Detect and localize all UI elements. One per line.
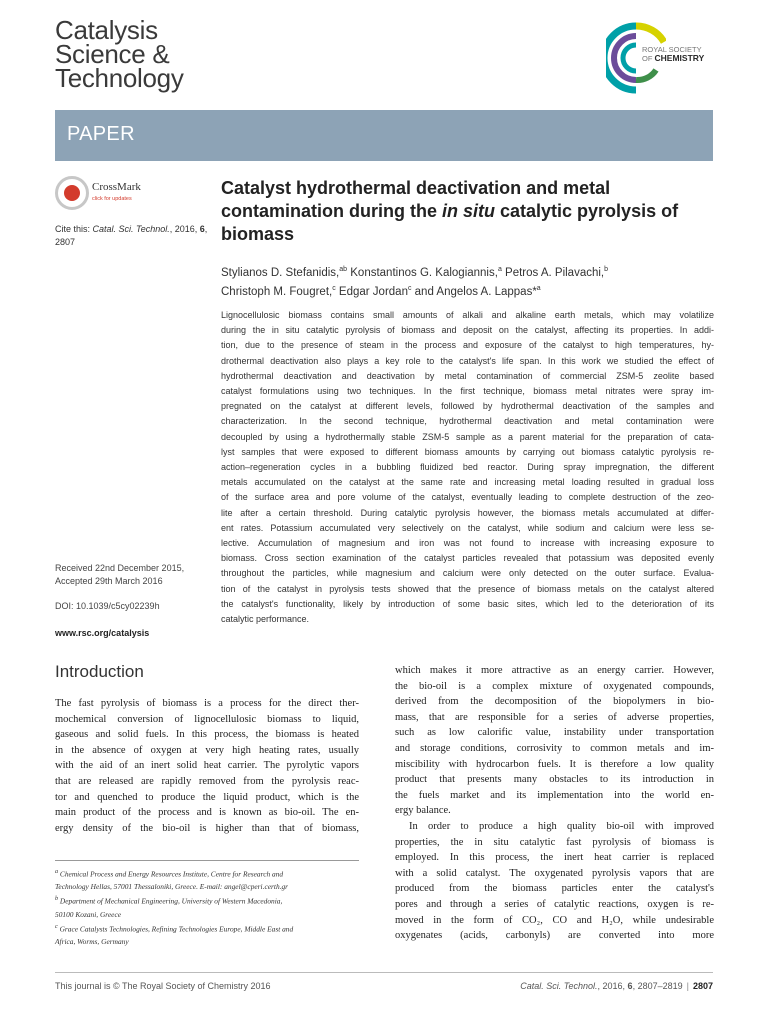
author[interactable]: Konstantinos G. Kalogiannis, [347,266,498,279]
abstract [221,308,714,627]
abstract-line: lective. Accumulation of magnesium and iron was not found to increase with increasing exposure to [221,538,714,549]
journal-title [55,15,184,93]
rsc-logo-text [642,45,704,63]
affiliation-mark: c [407,284,412,292]
title-text: Catalyst hydrothermal deactivation and metal contamination during the [221,178,611,221]
body-line: produced from the biomass particles enter the catalyst's [395,883,714,895]
abstract-line: throughout the particles, while magnesium and calcium were only detected on the outer surface. Evalua- [221,568,714,579]
footnote-divider [55,860,359,861]
abstract-line: hydrothermal deactivation and deactivation by metal contamination of commercial ZSM-5 zeolite based [221,370,714,381]
author[interactable]: and Angelos A. Lappas* [411,285,537,298]
affiliation-mark: a [536,284,541,292]
body-line: ergy density of the bio-oil is higher than that of biomass, [55,822,359,834]
title-italic: in situ [442,201,495,221]
article-title [221,177,716,246]
abstract-line: tion, due to the presence of steam in the process and exposure of the catalyst to high temperatures, hy- [221,340,714,351]
footnote-line [55,935,365,948]
rsc-line1: ROYAL SOCIETY [642,45,702,54]
crossmark-icon [55,176,89,210]
abstract-line: Lignocellulosic biomass contains small amounts of alkali and alkaline earth metals, which may volatilize [221,310,714,320]
abstract-line: lite after a certain threshold. During catalytic pyrolysis however, the biomass metals accumulated at differ- [221,507,714,518]
footer-divider [55,972,713,973]
accepted-date: Accepted 29th March 2016 [55,576,163,586]
abstract-line: action–regeneration cycles in a bubbling fluidized bed reactor. During spray impregnation, the different [221,462,714,473]
crossmark-badge[interactable] [55,176,175,214]
body-line: that are released are rapidly removed from the pyrolysis reac- [55,775,359,787]
citation-pages: , 2807 [55,224,208,247]
abstract-line: the catalyst's functionality, likely by introduction of some basic sites, which led to the deterioration of its [221,598,714,609]
body-line: ergy balance. [395,805,451,817]
section-heading-introduction: Introduction [55,662,144,681]
section-banner [55,110,713,161]
abstract-line: lyst samples that were exposed to different biomass amounts by carrying out biomass catalytic pyrolysis re- [221,446,714,457]
affiliations-footnotes [55,866,365,948]
abstract-line: during the in situ catalytic pyrolysis of biomass and deposit on the catalyst, affecting its properties. In addi- [221,325,714,336]
journal-title-line: Science & [55,39,170,69]
rsc-line2-prefix: OF [642,54,653,63]
footnote-text: Technology Hellas, 57001 Thessaloniki, Greece. E-mail: angel@cperi.certh.gr [55,882,289,892]
body-line: In order to produce a high quality bio-oil with improved [409,820,714,832]
author[interactable]: Edgar Jordan [335,285,408,298]
abstract-line: drothermal deactivation also plays a key role to the catalyst's life span. In this work we studied the effect of [221,355,714,366]
rsc-line2-bold: CHEMISTRY [654,53,705,63]
abstract-line: catalyst formulations using two techniques. In the first technique, biomass metal nitrates were spray im- [221,386,714,397]
footer-copyright: This journal is © The Royal Society of Chemistry 2016 [55,981,271,991]
footnote-mark: a [55,869,59,875]
citation-volume: 6 [199,224,205,234]
author[interactable]: Christoph M. Fougret, [221,285,333,298]
affiliation-mark: ab [339,266,348,273]
body-line: pores and through a series of catalytic reactions, oxygen is re- [395,898,714,910]
abstract-line: tion of the catalyst in pyrolysis tests showed that the presence of biomass metals on the catalyst altered [221,583,714,594]
body-line: with the aid of an inert solid heat carrier. The pyrolytic vapors [55,760,359,772]
footnote-line [55,880,365,893]
body-line: tor and quenched to produce the liquid product, which is the [55,791,359,803]
footnote-text: Chemical Process and Energy Resources Institute, Centre for Research and [58,869,284,879]
footnote-text: Department of Mechanical Engineering, University of Western Macedonia, [58,896,283,906]
footnote-line [55,866,365,880]
body-line: miscibility with hydrocarbon fuels. It is therefore a low quality [395,758,714,770]
footnote-line [55,893,365,907]
title-text: catalytic pyrolysis of biomass [221,201,679,244]
abstract-line: of the surface area and pore volume of the catalyst, eventually leading to complete destruction of the zeo- [221,492,714,503]
affiliation-mark: b [604,266,609,273]
body-line: oxygenates (acids, carbonyls) are converted into more [395,930,714,942]
body-line: main product of the process and is known as bio-oil. The en- [55,807,359,819]
footnote-text: 50100 Kozani, Greece [55,909,122,919]
page-number: 2807 [692,981,713,991]
author-list [221,262,716,300]
footer-journal: Catal. Sci. Technol. [520,981,598,991]
citation-journal: Catal. Sci. Technol. [92,224,170,234]
body-line: product that presents many obstacles to its introduction in [395,774,714,786]
footer-year: , 2016, [597,981,628,991]
citation [55,223,215,249]
body-line: which makes it more attractive as an energy carrier. However, [395,665,714,676]
crossmark-sublabel: click for updates [92,196,132,202]
abstract-line: catalytic performance. [221,614,310,625]
affiliation-mark: c [332,284,336,292]
footnote-line [55,908,365,921]
footnote-text: Grace Catalysts Technologies, Refining Technologies Europe, Middle East and [57,924,294,934]
affiliation-mark: a [497,266,502,273]
body-column-left [55,696,359,836]
received-date: Received 22nd December 2015, [55,563,185,573]
body-line: the bio-oil is a complex mixture of oxygenated compounds, [395,680,714,692]
journal-website-link[interactable]: www.rsc.org/catalysis [55,628,150,638]
journal-title-line: Catalysis [55,15,158,45]
abstract-line: metals accumulated on the catalyst at the same rate and increasing metal loading resulted in gradual loss [221,477,714,488]
section-banner-label: PAPER [67,123,135,145]
abstract-line: pregnated on the catalyst at different levels, followed by hydrothermal deactivation of the samples and [221,401,714,412]
body-line: the fuels market and its implementation into the world en- [395,789,714,801]
body-line: such as low calorific value, instability under transportation [395,727,714,739]
body-line: moved in the form of CO₂, CO and H₂O, while undesirable [395,914,714,926]
body-line: in the absence of oxygen at very high heating rates, usually [55,744,359,756]
body-line: mass, that are responsible for a series of adverse properties, [395,711,714,723]
body-line: derived from the decomposition of the biopolymers in bio- [395,696,714,708]
body-line: and storage conditions, corrosivity to common metals and im- [395,742,714,754]
body-line: gaseous and solid fuels. In this process, the biomass is heated [55,729,359,741]
body-line: mochemical conversion of lignocellulosic biomass to liquid, [55,713,359,725]
abstract-line: decoupled by using a hydrothermally stable ZSM-5 sample as a parent material for the preparation of cata- [221,431,714,442]
footer-separator: | [686,981,689,991]
footnote-text: Africa, Worms, Germany [55,937,129,947]
abstract-line: biomass. Cross section examination of the catalyst particles revealed that potassium was deposited evenly [221,553,714,564]
journal-title-line: Technology [55,63,184,93]
author[interactable]: Stylianos D. Stefanidis, [221,266,340,279]
footnote-line [55,921,365,935]
abstract-line: ent rates. Potassium accumulated very selectively on the catalyst, while sodium and calcium were less se- [221,522,714,533]
citation-year: , 2016, [169,224,198,234]
footer-volume: 6 [627,981,633,991]
abstract-line: characterization. In the second technique, hydrothermal deactivation and metal contamination were [221,416,714,427]
body-line: properties, the in situ catalytic fast pyrolysis of biomass is [395,836,714,848]
citation-prefix: Cite this: [55,224,93,234]
footnote-mark: b [55,896,59,903]
footnote-mark: c [55,923,58,930]
doi[interactable]: DOI: 10.1039/c5cy02239h [55,601,160,611]
article-dates [55,562,215,588]
body-line: The fast pyrolysis of biomass is a process for the direct ther- [55,698,359,709]
body-line: employed. In this process, the inert heat carrier is replaced [395,852,714,864]
footer-citation [520,981,713,991]
body-line: with a solid catalyst. The oxygenated pyrolysis vapors that are [395,867,714,879]
crossmark-label: CrossMark [92,181,141,193]
body-column-right [395,663,714,944]
author[interactable]: Petros A. Pilavachi, [501,266,605,279]
footer-pages: , 2807–2819 [632,981,683,991]
rsc-logo [606,18,716,98]
